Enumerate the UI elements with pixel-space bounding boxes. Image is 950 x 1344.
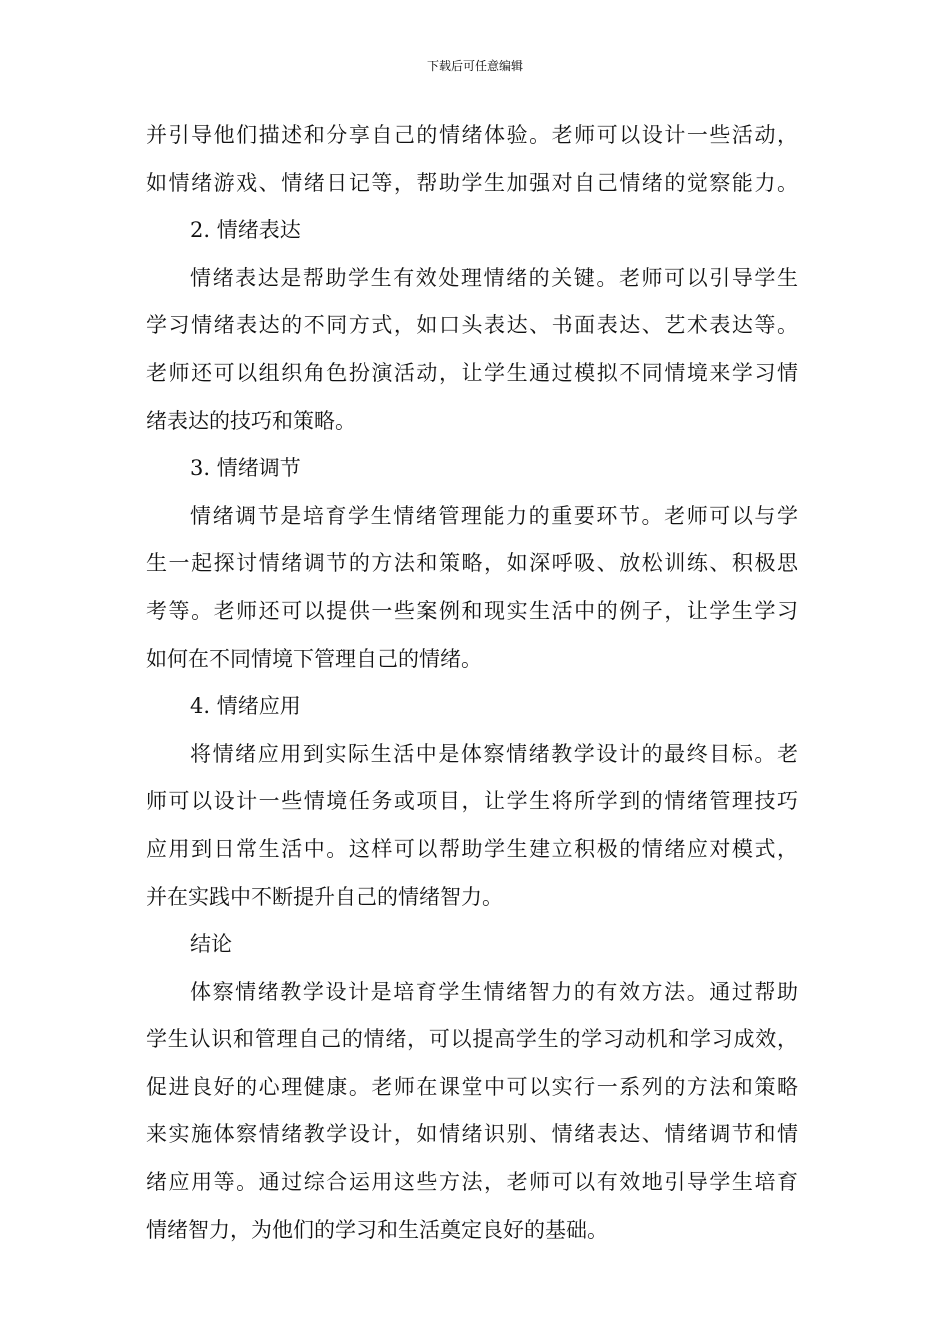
text-line: 考等。老师还可以提供一些案例和现实生活中的例子，让学生学习 <box>146 598 798 623</box>
text-line: 情绪智力，为他们的学习和生活奠定良好的基础。 <box>146 1217 608 1242</box>
text-line: 促进良好的心理健康。老师在课堂中可以实行一系列的方法和策略 <box>146 1074 798 1099</box>
text-line: 学生认识和管理自己的情绪，可以提高学生的学习动机和学习成效， <box>146 1027 798 1052</box>
text-line: 并引导他们描述和分享自己的情绪体验。老师可以设计一些活动， <box>146 123 798 147</box>
text-line: 应用到日常生活中。这样可以帮助学生建立积极的情绪应对模式， <box>146 836 798 861</box>
text-line: 来实施体察情绪教学设计，如情绪识别、情绪表达、情绪调节和情 <box>146 1122 798 1147</box>
document-body <box>146 112 798 1254</box>
text-line: 生一起探讨情绪调节的方法和策略，如深呼吸、放松训练、积极思 <box>146 551 798 576</box>
text-line: 结论 <box>190 932 232 957</box>
text-line: 2. 情绪表达 <box>190 218 301 243</box>
text-line: 学习情绪表达的不同方式，如口头表达、书面表达、艺术表达等。 <box>146 313 798 338</box>
text-line: 3. 情绪调节 <box>190 456 301 481</box>
text-line: 4. 情绪应用 <box>190 694 301 719</box>
page-header: 下载后可任意编辑 <box>426 59 523 73</box>
text-line: 情绪调节是培育学生情绪管理能力的重要环节。老师可以与学 <box>190 503 798 528</box>
text-line: 体察情绪教学设计是培育学生情绪智力的有效方法。通过帮助 <box>190 979 798 1004</box>
text-line: 将情绪应用到实际生活中是体察情绪教学设计的最终目标。老 <box>190 741 798 766</box>
text-line: 如情绪游戏、情绪日记等，帮助学生加强对自己情绪的觉察能力。 <box>146 170 798 195</box>
text-line: 并在实践中不断提升自己的情绪智力。 <box>146 884 503 909</box>
text-line: 情绪表达是帮助学生有效处理情绪的关键。老师可以引导学生 <box>190 265 798 290</box>
text-line: 绪表达的技巧和策略。 <box>146 408 356 433</box>
text-line: 师可以设计一些情境任务或项目，让学生将所学到的情绪管理技巧 <box>146 789 798 814</box>
text-line: 如何在不同情境下管理自己的情绪。 <box>146 646 482 671</box>
text-line: 绪应用等。通过综合运用这些方法，老师可以有效地引导学生培育 <box>146 1170 798 1195</box>
text-line: 老师还可以组织角色扮演活动，让学生通过模拟不同情境来学习情 <box>146 360 798 385</box>
